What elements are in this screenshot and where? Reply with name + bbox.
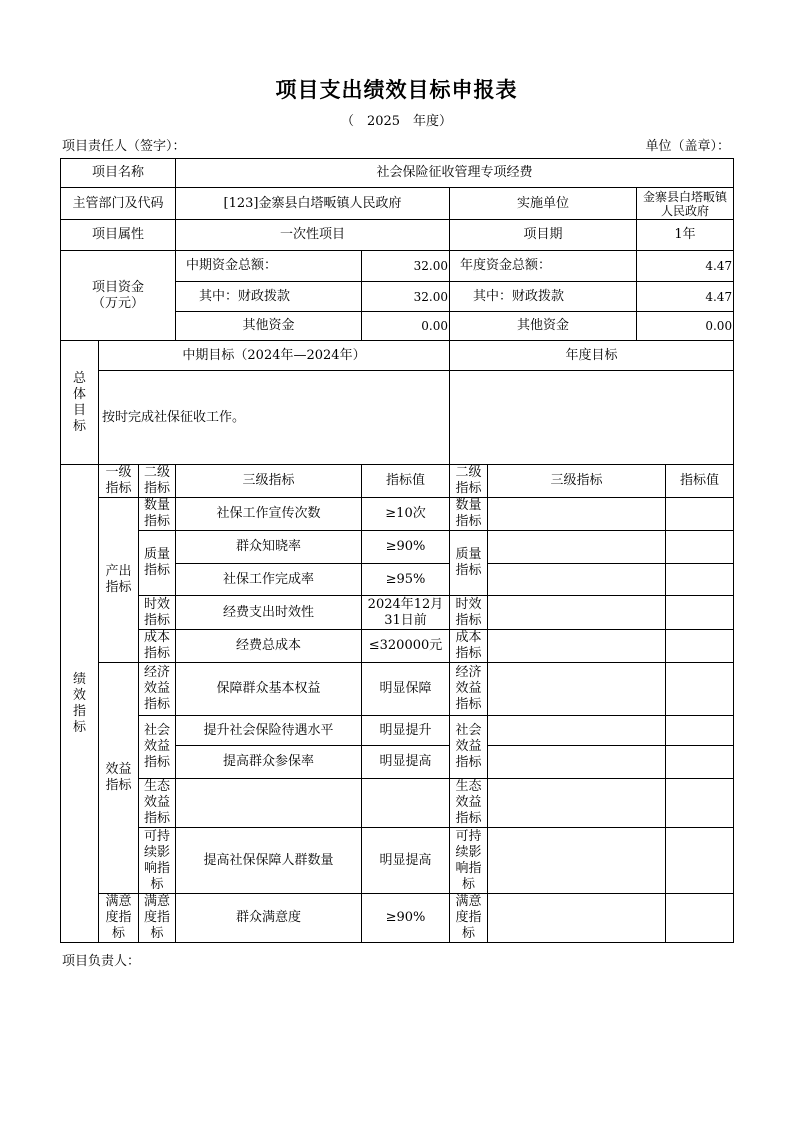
row-funds-total	[61, 251, 734, 282]
value-right-cell	[666, 663, 734, 716]
level3-right-cell	[488, 663, 666, 716]
value-right-cell	[666, 531, 734, 564]
attr-label: 项目属性	[61, 220, 176, 251]
value-right-cell	[666, 596, 734, 630]
project-name-value: 社会保险征收管理专项经费	[176, 159, 734, 188]
row-department	[61, 188, 734, 220]
level3-cell: 提高社保保障人群数量	[176, 828, 362, 894]
level2-right-cell: 社会效益指标	[450, 716, 488, 779]
mid-fiscal-label: 其中：财政拨款	[176, 282, 362, 312]
level2-right-cell: 时效指标	[450, 596, 488, 630]
header-level2-right: 二级指标	[450, 465, 488, 498]
value-cell: 明显提高	[362, 828, 450, 894]
table-row	[61, 828, 734, 894]
header-value: 指标值	[362, 465, 450, 498]
level3-right-cell	[488, 596, 666, 630]
value-cell: 明显提升	[362, 716, 450, 746]
year-other-value: 0.00	[637, 312, 734, 341]
table-row	[61, 716, 734, 746]
table-row	[61, 630, 734, 663]
row-overall-body	[61, 371, 734, 465]
level2-cell: 时效指标	[139, 596, 176, 630]
level3-right-cell	[488, 779, 666, 828]
impl-label: 实施单位	[450, 188, 637, 220]
year-line: （ 2025 年度）	[340, 114, 453, 129]
satisfaction-label: 满意度指标	[99, 894, 139, 943]
value-cell	[362, 779, 450, 828]
dept-value: [123]金寨县白塔畈镇人民政府	[176, 188, 450, 220]
mid-other-label: 其他资金	[176, 312, 362, 341]
overall-mid-text: 按时完成社保征收工作。	[99, 371, 450, 465]
overall-year-text	[450, 371, 734, 465]
year-other-label: 其他资金	[450, 312, 637, 341]
header-value-right: 指标值	[666, 465, 734, 498]
level3-right-cell	[488, 498, 666, 531]
attr-value: 一次性项目	[176, 220, 450, 251]
mid-total-value: 32.00	[362, 251, 450, 282]
level2-right-cell: 生态效益指标	[450, 779, 488, 828]
level2-right-cell: 可持续影响指标	[450, 828, 488, 894]
level2-right-cell: 成本指标	[450, 630, 488, 663]
dept-label: 主管部门及代码	[61, 188, 176, 220]
level3-right-cell	[488, 531, 666, 564]
mid-other-value: 0.00	[362, 312, 450, 341]
signer-label: 项目责任人（签字）：	[62, 139, 186, 154]
level2-cell: 质量指标	[139, 531, 176, 596]
value-cell: 明显保障	[362, 663, 450, 716]
row-indicator-header	[61, 465, 734, 498]
level2-cell: 满意度指标	[139, 894, 176, 943]
value-right-cell	[666, 828, 734, 894]
row-overall-header	[61, 341, 734, 371]
period-label: 项目期	[450, 220, 637, 251]
level3-right-cell	[488, 716, 666, 746]
overall-label: 总体目标	[61, 341, 99, 465]
mid-total-label: 中期资金总额：	[176, 251, 362, 282]
level3-right-cell	[488, 894, 666, 943]
level3-cell: 提高群众参保率	[176, 746, 362, 779]
level3-cell: 经费总成本	[176, 630, 362, 663]
table-row	[61, 663, 734, 716]
impl-value: 金寨县白塔畈镇人民政府	[637, 188, 734, 220]
page-title: 项目支出绩效目标申报表	[275, 77, 518, 102]
row-attribute	[61, 220, 734, 251]
mid-fiscal-value: 32.00	[362, 282, 450, 312]
value-right-cell	[666, 779, 734, 828]
level3-right-cell	[488, 746, 666, 779]
overall-mid-header: 中期目标（2024年—2024年）	[99, 341, 450, 371]
level3-cell	[176, 779, 362, 828]
performance-target-table	[60, 158, 734, 943]
level2-right-cell: 满意度指标	[450, 894, 488, 943]
unit-seal-label: 单位（盖章）：	[645, 139, 730, 154]
funds-label: 项目资金	[91, 279, 144, 295]
table-row	[61, 894, 734, 943]
level3-cell: 提升社会保险待遇水平	[176, 716, 362, 746]
header-level3: 三级指标	[176, 465, 362, 498]
value-right-cell	[666, 630, 734, 663]
output-label: 产出指标	[99, 498, 139, 663]
level2-right-cell: 经济效益指标	[450, 663, 488, 716]
benefit-label: 效益指标	[99, 663, 139, 894]
level2-cell: 生态效益指标	[139, 779, 176, 828]
level2-right-cell: 质量指标	[450, 531, 488, 596]
header-level2: 二级指标	[139, 465, 176, 498]
indicators-label: 绩效指标	[61, 465, 99, 943]
table-row	[61, 531, 734, 564]
value-right-cell	[666, 498, 734, 531]
level2-cell: 数量指标	[139, 498, 176, 531]
header-level1: 一级指标	[99, 465, 139, 498]
level2-cell: 可持续影响指标	[139, 828, 176, 894]
funds-unit: （万元）	[91, 295, 144, 311]
header-level3-right: 三级指标	[488, 465, 666, 498]
level3-cell: 群众知晓率	[176, 531, 362, 564]
project-name-label: 项目名称	[61, 159, 176, 188]
year-total-label: 年度资金总额：	[450, 251, 637, 282]
level2-cell: 社会效益指标	[139, 716, 176, 779]
value-cell: ≤320000元	[362, 630, 450, 663]
level3-cell: 社保工作完成率	[176, 564, 362, 596]
year-fiscal-value: 4.47	[637, 282, 734, 312]
value-right-cell	[666, 564, 734, 596]
period-value: 1年	[637, 220, 734, 251]
level3-cell: 经费支出时效性	[176, 596, 362, 630]
value-cell: ≥90%	[362, 894, 450, 943]
level3-cell: 社保工作宣传次数	[176, 498, 362, 531]
table-row	[61, 596, 734, 630]
year-fiscal-label: 其中：财政拨款	[450, 282, 637, 312]
value-cell: ≥90%	[362, 531, 450, 564]
value-cell: ≥10次	[362, 498, 450, 531]
row-project-name	[61, 159, 734, 188]
level2-cell: 成本指标	[139, 630, 176, 663]
value-cell: 明显提高	[362, 746, 450, 779]
value-right-cell	[666, 894, 734, 943]
value-right-cell	[666, 746, 734, 779]
value-cell: ≥95%	[362, 564, 450, 596]
level3-right-cell	[488, 828, 666, 894]
level2-right-cell: 数量指标	[450, 498, 488, 531]
level3-right-cell	[488, 630, 666, 663]
table-row	[61, 498, 734, 531]
table-row	[61, 779, 734, 828]
year-total-value: 4.47	[637, 251, 734, 282]
value-right-cell	[666, 716, 734, 746]
level3-right-cell	[488, 564, 666, 596]
level3-cell: 群众满意度	[176, 894, 362, 943]
level3-cell: 保障群众基本权益	[176, 663, 362, 716]
overall-year-header: 年度目标	[450, 341, 734, 371]
level2-cell: 经济效益指标	[139, 663, 176, 716]
funds-label-cell	[61, 251, 176, 341]
footer-responsible-label: 项目负责人：	[62, 954, 141, 969]
value-cell: 2024年12月31日前	[362, 596, 450, 630]
